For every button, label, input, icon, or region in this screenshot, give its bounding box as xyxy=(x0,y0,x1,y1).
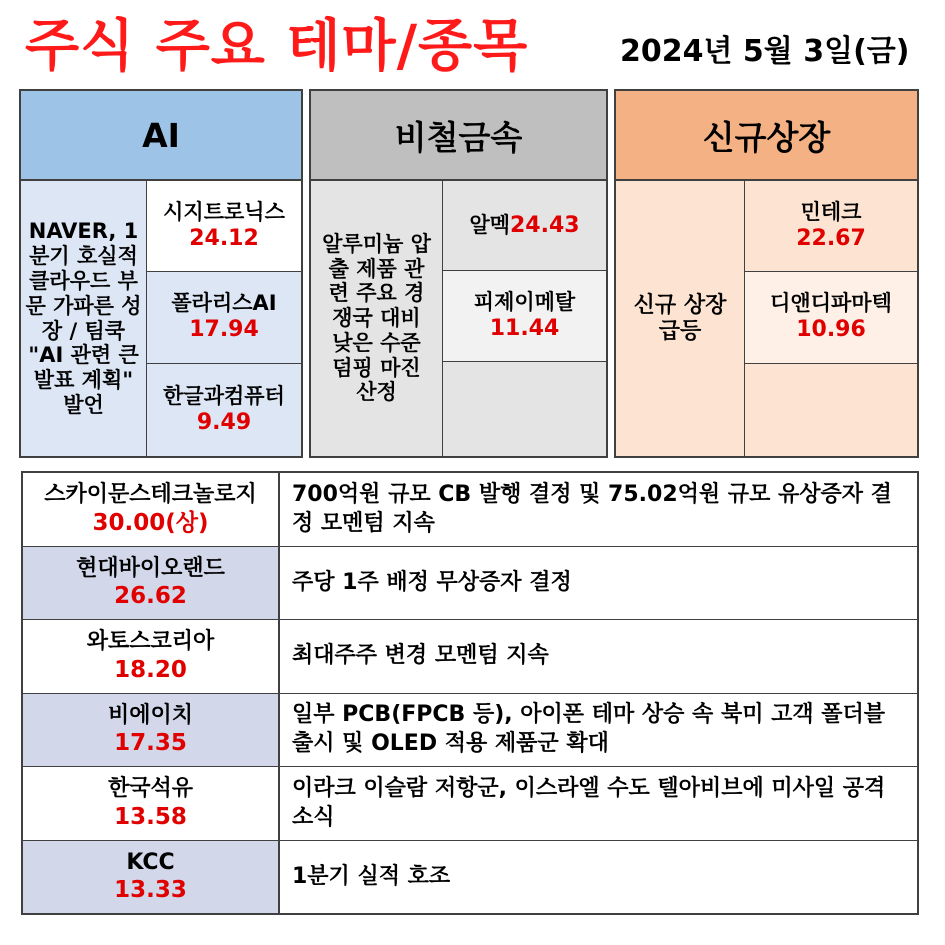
theme-ipo-stock xyxy=(744,180,919,272)
page-title: 주식 주요 테마/종목 xyxy=(25,14,529,79)
row-stock-name: 비에이치 xyxy=(107,702,193,728)
row-reason: 주당 1주 배정 무상증자 결정 xyxy=(279,546,918,620)
stock-change: 24.12 xyxy=(189,225,259,251)
row-stock-change: 17.35 xyxy=(114,730,187,757)
row-stock-change: 18.20 xyxy=(114,656,187,683)
theme-ai-reason xyxy=(19,180,147,458)
row-reason: 700억원 규모 CB 발행 결정 및 75.02억원 규모 유상증자 결정 모멘텀 지속 xyxy=(279,472,918,547)
stock-name: 폴라리스AI xyxy=(171,291,277,316)
stock-change: 22.67 xyxy=(796,225,866,251)
row-stock-change: 26.62 xyxy=(114,583,187,610)
theme-ipo-reason xyxy=(614,180,745,458)
theme-ipo-reason-text: 신규 상장 급등 xyxy=(633,292,727,344)
row-stock-change: 13.58 xyxy=(114,803,187,830)
stock-name: 알멕 xyxy=(469,212,510,237)
theme-ai-stock xyxy=(146,363,303,458)
row-reason: 이라크 이슬람 저항군, 이스라엘 수도 텔아비브에 미사일 공격 소식 xyxy=(279,766,918,841)
stock-change: 11.44 xyxy=(489,315,560,341)
row-stock xyxy=(22,619,279,694)
row-reason: 최대주주 변경 모멘텀 지속 xyxy=(279,619,918,694)
stock-change: 24.43 xyxy=(509,212,580,238)
row-stock-change: 13.33 xyxy=(114,877,187,904)
stock-name: 민테크 xyxy=(800,199,862,224)
row-stock xyxy=(22,472,279,547)
row-stock-name: 스카이문스테크놀로지 xyxy=(44,482,257,508)
theme-ipo-empty xyxy=(744,363,919,458)
theme-metal-header: 비철금속 xyxy=(309,89,608,181)
stock-change: 17.94 xyxy=(189,317,259,343)
theme-metal-stock xyxy=(442,270,608,362)
row-reason: 1분기 실적 호조 xyxy=(279,840,918,914)
theme-ai-header: AI xyxy=(19,89,303,181)
stock-name: 한글과컴퓨터 xyxy=(163,383,285,408)
stock-name: 시지트로닉스 xyxy=(163,199,285,224)
row-stock xyxy=(22,546,279,620)
theme-metal-reason-text: 알루미늄 압출 제품 관련 주요 경쟁국 대비 낮은 수준 덤핑 마진 산정 xyxy=(322,231,431,405)
row-stock-change: 30.00(상) xyxy=(92,509,209,536)
theme-ai-stock xyxy=(146,180,303,272)
row-stock xyxy=(22,766,279,841)
theme-ai-reason-text: NAVER, 1분기 호실적 클라우드 부문 가파른 성장 / 팀쿡 "AI 관련 큰 발표 계획" 발언 xyxy=(25,219,142,417)
stock-change: 9.49 xyxy=(196,409,252,435)
row-stock-name: 와토스코리아 xyxy=(86,629,215,655)
theme-metal-stock xyxy=(442,180,608,271)
theme-ipo-header: 신규상장 xyxy=(614,89,919,181)
stock-change: 10.96 xyxy=(796,317,866,343)
theme-ipo-stock xyxy=(744,271,919,364)
theme-metal-reason xyxy=(309,180,443,458)
row-stock-name: 한국석유 xyxy=(107,776,193,802)
row-stock-name: KCC xyxy=(126,849,175,875)
stock-name: 디앤디파마텍 xyxy=(770,291,892,316)
row-reason: 일부 PCB(FPCB 등), 아이폰 테마 상승 속 북미 고객 폴더블 출시 및 OLED 적용 제품군 확대 xyxy=(279,693,918,767)
page-date: 2024년 5월 3일(금) xyxy=(620,34,910,69)
row-stock xyxy=(22,693,279,767)
row-stock xyxy=(22,840,279,914)
stock-name: 피제이메탈 xyxy=(473,289,576,314)
theme-metal-empty xyxy=(442,361,608,458)
row-stock-name: 현대바이오랜드 xyxy=(76,555,225,581)
theme-ai-stock xyxy=(146,271,303,364)
